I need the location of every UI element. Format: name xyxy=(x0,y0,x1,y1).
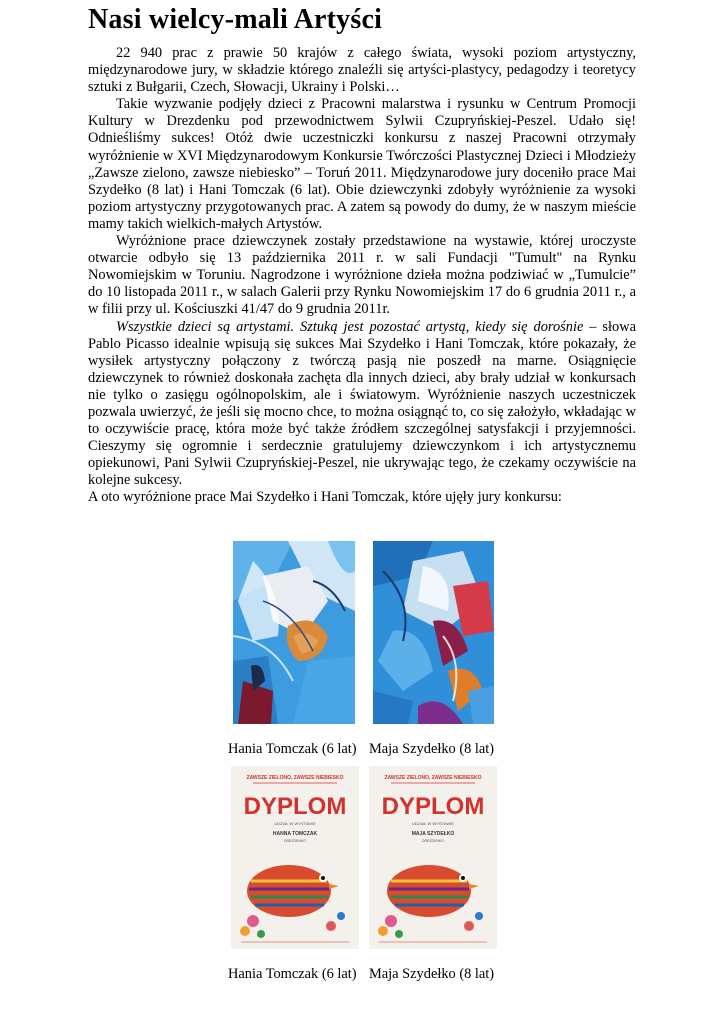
diploma-title: DYPLOM xyxy=(381,793,485,820)
diploma-sub: DREZDENKO xyxy=(284,839,306,843)
diploma-line: UDZIAŁ W WYSTAWIE xyxy=(412,821,454,826)
diploma-title: DYPLOM xyxy=(243,793,347,820)
diploma-maja-szydelko xyxy=(369,766,497,949)
caption-painting-maja: Maja Szydełko (8 lat) xyxy=(369,741,495,757)
page-title: Nasi wielcy-mali Artyści xyxy=(88,4,383,35)
diploma-name: HANNA TOMCZAK xyxy=(272,831,318,837)
diploma-header: ZAWSZE ZIELONO, ZAWSZE NIEBIESKO xyxy=(384,775,482,781)
diploma-hania-tomczak xyxy=(231,766,359,949)
caption-diploma-hania: Hania Tomczak (6 lat) xyxy=(228,966,357,982)
paragraph-1: 22 940 prac z prawie 50 krajów z całego świata, wysoki poziom artystyczny, międzynarodowe jury, w składzie którego znaleźli się artyści-plastycy, pedagodzy i teoretycy sztuki z Bułgarii, Czech, Słowacji, Ukrainy i Polski… xyxy=(88,45,636,96)
diploma-sub: DREZDENKO xyxy=(422,839,444,843)
paragraph-5: A oto wyróżnione prace Mai Szydełko i Hani Tomczak, które ujęły jury konkursu: xyxy=(88,489,562,506)
paragraph-2: Takie wyzwanie podjęły dzieci z Pracowni malarstwa i rysunku w Centrum Promocji Kultury w Drezdenku pod przewodnictwem Sylwii Czupryńskiej-Peszel. Udało się! Odnieśliśmy sukces! Otóż dwie uczestniczki konkursu z naszej Pracowni otrzymały wyróżnienie w XVI Międzynarodowym Konkursie Twórczości Plastycznej Dzieci i Młodzieży „Zawsze zielono, zawsze niebiesko” – Toruń 2011. Międzynarodowe jury doceniło prace Mai Szydełko (8 lat) i Hani Tomczak (6 lat). Obie dziewczynki zdobyły wyróżnienie za wysoki poziom artystyczny przygotowanych prac. A zatem są powody do dumy, że w naszym mieście mamy takich wielkich-małych Artystów. xyxy=(88,96,636,232)
diploma-header: ZAWSZE ZIELONO, ZAWSZE NIEBIESKO xyxy=(246,775,344,781)
painting-hania-tomczak xyxy=(233,541,355,724)
diploma-name: MAJA SZYDEŁKO xyxy=(411,831,455,837)
paragraph-4 xyxy=(88,319,636,490)
paragraph-3: Wyróżnione prace dziewczynek zostały przedstawione na wystawie, której uroczyste otwarcie odbyło się 13 października 2011 r. w sali Fundacji "Tumult" na Rynku Nowomiejskim w Toruniu. Nagrodzone i wyróżnione dzieła można podziwiać w „Tumulcie” do 10 listopada 2011 r., w salach Galerii przy Rynku Nowomiejskim 17 do 6 grudnia 2011 r., a w filii przy ul. Kościuszki 41/47 do 9 grudnia 2011r. xyxy=(88,233,636,318)
painting-maja-szydelko xyxy=(373,541,494,724)
diploma-line: UDZIAŁ W WYSTAWIE xyxy=(274,821,316,826)
caption-painting-hania: Hania Tomczak (6 lat) xyxy=(228,741,357,757)
article-body xyxy=(88,45,636,507)
paragraph-4-rest: – słowa Pablo Picasso idealnie wpisują się sukces Mai Szydełko i Hani Tomczak, które pokazały, że wysiłek artystyczny połączony z twórczą pasją nie poszedł na marne. Osiągnięcie dziewczynek to również doskonała zachęta dla innych dzieci, aby brały udział w konkursach nie tylko o zasięgu ogólnopolskim, ale i światowym. Wyróżnienie naszych uczestniczek pozwala uwierzyć, że jeśli się mocno chce, to można osiągnąć to, co się założyło, wkładając w to oczywiście pracę, która może być także źródłem szczególnej satysfakcji i przyjemności. Cieszymy się ogromnie i serdecznie gratulujemy dziewczynkom i ich artystycznemu opiekunowi, Pani Sylwii Czupryńskiej-Peszel, nie ukrywając tego, że czekamy oczywiście na kolejne sukcesy. xyxy=(88,318,636,489)
caption-diploma-maja: Maja Szydełko (8 lat) xyxy=(369,966,495,982)
picasso-quote: Wszystkie dzieci są artystami. Sztuką jest pozostać artystą, kiedy się dorośnie xyxy=(116,318,584,335)
